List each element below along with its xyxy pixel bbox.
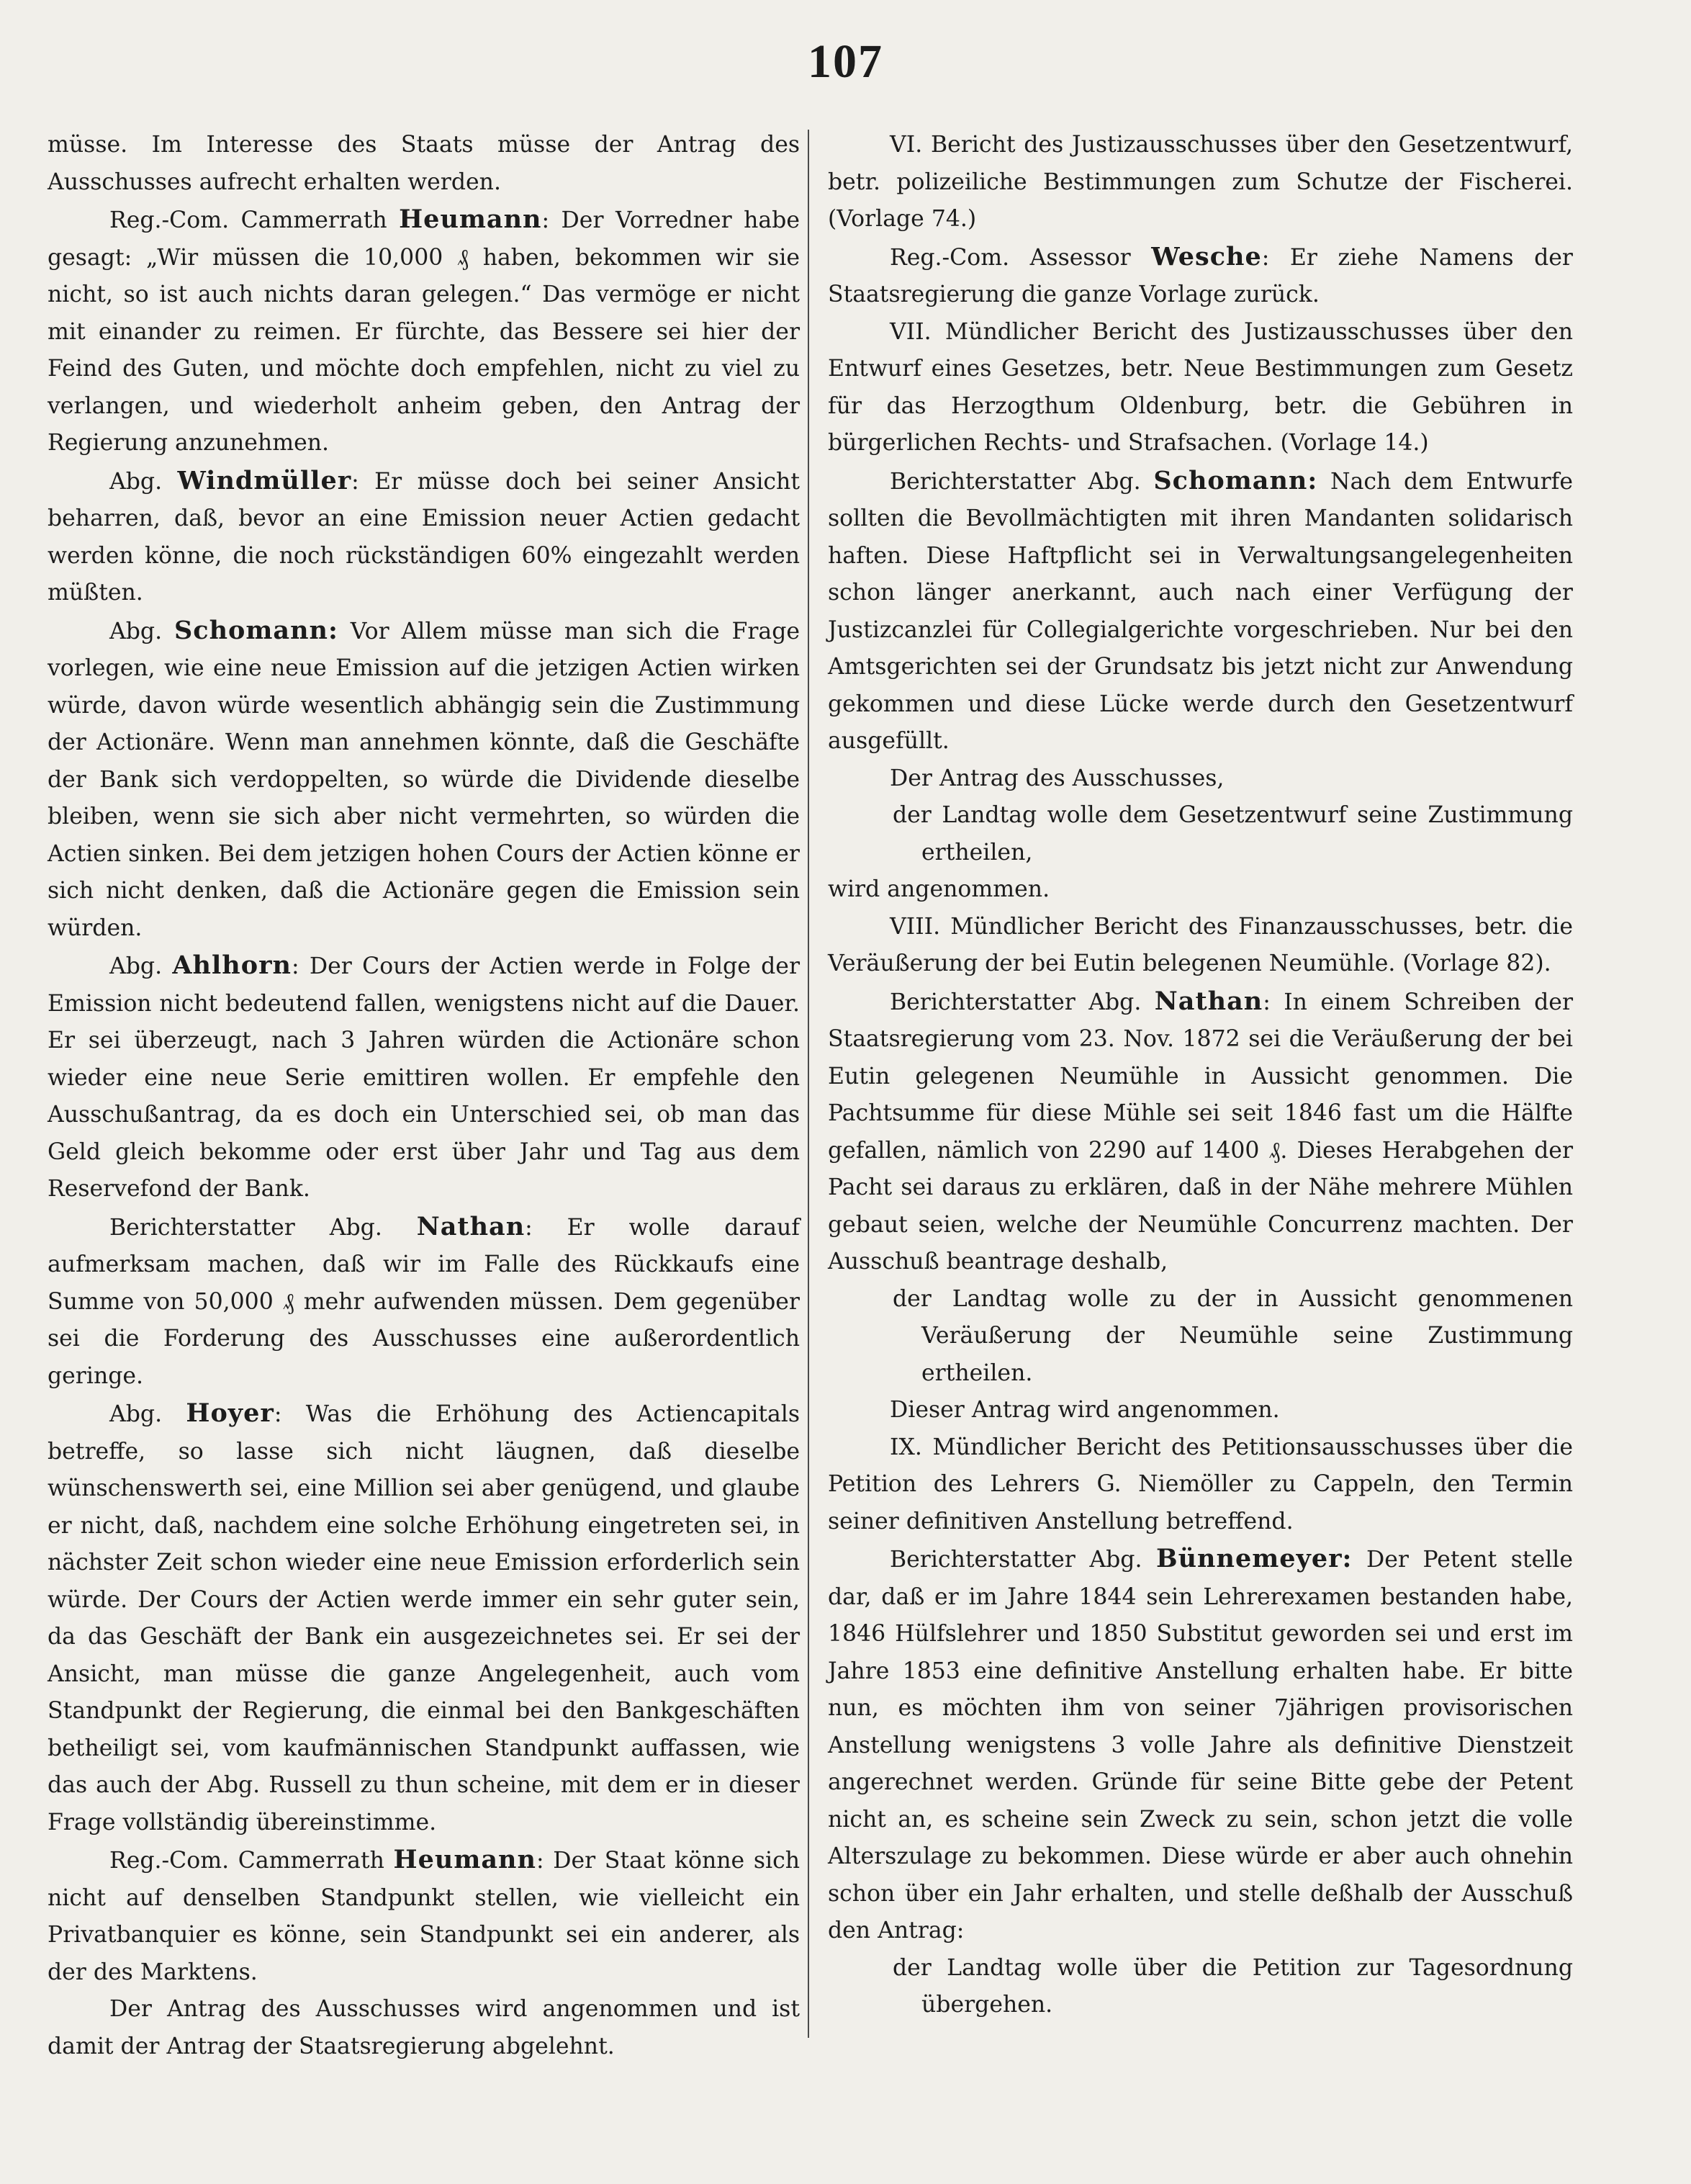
speech-text: Nach dem Entwurfe sollten die Bevollmächtigten mit ihren Mandanten solidarisch haften. Diese Haftpflicht sei in Verwaltungsangelegenheiten schon länger anerkannt, auch nach einer Verfügung der Justizcanzlei für Collegialgerichte vorgeschrieben. Nur bei den Amtsgerichten sei der Grundsatz bis jetzt nicht zur Anwendung gekommen und diese Lücke werde durch den Gesetzentwurf ausgefüllt. <box>828 468 1573 754</box>
speaker-name: Nathan <box>416 1211 526 1241</box>
speech-text: Der Petent stelle dar, daß er im Jahre 1844 sein Lehrerexamen bestanden habe, 1846 Hülfslehrer und 1850 Substitut geworden sei und erst im Jahre 1853 eine definitive Anstellung erhalten habe. Er bitte nun, es möchten ihm von seiner 7jährigen provisorischen Anstellung wenigstens 3 volle Jahre als definitive Dienstzeit angerechnet werden. Gründe für seine Bitte gebe der Petent nicht an, es scheine sein Zweck zu sein, schon jetzt die volle Alterszulage zu bekommen. Diese würde er aber auch ohnehin schon über ein Jahr erhalten, und stelle deßhalb der Ausschuß den Antrag: <box>828 1547 1573 1943</box>
motion-quote: der Landtag wolle dem Gesetzentwurf seine Zustimmung ertheilen, <box>893 802 1573 866</box>
speaker-role: Reg.-Com. Cammerrath <box>109 207 400 233</box>
paragraph: Der Antrag des Ausschusses wird angenommen und ist damit der Antrag der Staatsregierung abgelehnt. <box>48 1996 800 2059</box>
speech-paragraph <box>828 983 1573 1281</box>
speech-paragraph <box>48 612 800 948</box>
speech-paragraph <box>48 462 800 612</box>
paragraph: Der Antrag des Ausschusses, <box>890 765 1225 791</box>
speech-text: : Der Vorredner habe gesagt: „Wir müssen die 10,000 ₰ haben, bekommen wir sie nicht, so ist auch nichts daran gelegen.“ Das vermöge er nicht mit einander zu reimen. Er fürchte, das Bessere sei hier der Feind des Guten, und möchte doch empfehlen, nicht zu viel zu verlangen, und wiederholt anheim geben, den Antrag der Regierung anzunehmen. <box>48 207 800 456</box>
paragraph: VIII. Mündlicher Bericht des Finanzausschusses, betr. die Veräußerung der bei Eutin belegenen Neumühle. (Vorlage 82). <box>828 913 1573 976</box>
left-column <box>48 127 800 2065</box>
speech-paragraph <box>48 947 800 1208</box>
speech-text: : Er müsse doch bei seiner Ansicht beharren, daß, bevor an eine Emission neuer Actien gedacht werden könne, die noch rückständigen 60% eingezahlt werden müßten. <box>48 468 800 606</box>
speaker-role: Reg.-Com. Cammerrath <box>109 1848 394 1874</box>
speech-text: : Er wolle darauf aufmerksam machen, daß wir im Falle des Rückkaufs eine Summe von 50,000 ₰ mehr aufwenden müssen. Dem gegenüber sei die Forderung des Ausschusses eine außerordentlich geringe. <box>48 1214 800 1389</box>
speech-text: : Der Staat könne sich nicht auf denselben Standpunkt stellen, wie vielleicht ein Privatbanquier es könne, sein Standpunkt sei ein anderer, als der des Marktens. <box>48 1848 801 1985</box>
speaker-name: Bünnemeyer: <box>1156 1544 1353 1573</box>
speaker-role: Berichterstatter Abg. <box>890 468 1154 495</box>
speaker-role: Berichterstatter Abg. <box>890 989 1155 1015</box>
speaker-role: Abg. <box>109 618 174 644</box>
speech-text: Vor Allem müsse man sich die Frage vorlegen, wie eine neue Emission auf die jetzigen Actien wirken würde, davon würde wesentlich abhängig sein die Zustimmung der Actionäre. Wenn man annehmen könnte, daß die Geschäfte der Bank sich verdoppelten, so würde die Dividende dieselbe bleiben, wenn sie sich aber nicht vermehrten, so würden die Actien sinken. Bei dem jetzigen hohen Cours der Actien könne er sich nicht denken, daß die Actionäre gegen die Emission sein würden. <box>48 618 800 941</box>
continued-paragraph: wird angenommen. <box>828 876 1050 902</box>
speech-paragraph <box>48 1208 800 1396</box>
motion-quote: der Landtag wolle über die Petition zur Tagesordnung übergehen. <box>893 1954 1573 2018</box>
speaker-name: Schomann: <box>173 615 338 645</box>
speaker-role: Berichterstatter Abg. <box>109 1214 417 1241</box>
speaker-name: Heumann <box>393 1845 536 1874</box>
column-divider <box>808 130 809 2038</box>
speech-text: : In einem Schreiben der Staatsregierung vom 23. Nov. 1872 sei die Veräußerung der bei Eutin gelegenen Neumühle in Aussicht genommen. Die Pachtsumme für diese Mühle sei seit 1846 fast um die Hälfte gefallen, nämlich von 2290 auf 1400 ₰. Dieses Herabgehen der Pacht sei daraus zu erklären, daß in der Nähe mehrere Mühlen gebaut seien, welche der Neumühle Concurrenz machten. Der Ausschuß beantrage deshalb, <box>828 989 1573 1275</box>
speaker-name: Heumann <box>399 205 542 234</box>
speaker-name: Hoyer <box>186 1398 274 1428</box>
speaker-name: Nathan <box>1154 986 1263 1016</box>
paragraph: Dieser Antrag wird angenommen. <box>890 1397 1280 1423</box>
speaker-name: Wesche <box>1151 241 1262 271</box>
speaker-role: Berichterstatter Abg. <box>890 1547 1157 1573</box>
speech-text: : Der Cours der Actien werde in Folge der Emission nicht bedeutend fallen, wenigstens nicht auf die Dauer. Er sei überzeugt, nach 3 Jahren würden die Actionäre schon wieder eine neue Serie emittiren wollen. Er empfehle den Ausschußantrag, da es doch ein Unterschied sei, ob man das Geld gleich bekomme oder erst über Jahr und Tag aus dem Reservefond der Bank. <box>48 953 800 1202</box>
speech-paragraph <box>828 1540 1573 1950</box>
speech-text: : Er ziehe Namens der Staatsregierung die ganze Vorlage zurück. <box>828 244 1573 307</box>
speaker-role: Abg. <box>109 953 173 979</box>
paragraph: IX. Mündlicher Bericht des Petitionsausschusses über die Petition des Lehrers G. Niemöller zu Cappeln, den Termin seiner definitiven Anstellung betreffend. <box>828 1434 1573 1534</box>
speech-paragraph <box>48 201 800 462</box>
speaker-role: Abg. <box>109 1401 186 1427</box>
speaker-name: Ahlhorn <box>172 951 292 980</box>
continued-paragraph: müsse. Im Interesse des Staats müsse der Antrag des Ausschusses aufrecht erhalten werden. <box>48 132 800 195</box>
speech-paragraph <box>48 1841 800 1991</box>
speech-paragraph <box>48 1395 800 1841</box>
speaker-role: Abg. <box>109 468 178 495</box>
speaker-role: Reg.-Com. Assessor <box>890 244 1152 271</box>
speech-paragraph <box>828 462 1573 760</box>
speaker-name: Windmüller <box>177 465 352 495</box>
motion-quote: der Landtag wolle zu der in Aussicht genommenen Veräußerung der Neumühle seine Zustimmung ertheilen. <box>893 1285 1573 1386</box>
speaker-name: Schomann: <box>1153 465 1318 495</box>
page-number: 107 <box>808 35 883 88</box>
paragraph: VI. Bericht des Justizausschusses über den Gesetzentwurf, betr. polizeiliche Bestimmungen zum Schutze der Fischerei. (Vorlage 74.) <box>828 132 1573 232</box>
right-column <box>828 127 1573 2024</box>
paragraph: VII. Mündlicher Bericht des Justizausschusses über den Entwurf eines Gesetzes, betr. Neue Bestimmungen zum Gesetz für das Herzogthum Oldenburg, betr. die Gebühren in bürgerlichen Rechts- und Strafsachen. (Vorlage 14.) <box>828 318 1573 456</box>
speech-paragraph <box>828 238 1573 314</box>
speech-text: : Was die Erhöhung des Actiencapitals betreffe, so lasse sich nicht läugnen, daß dieselbe wünschenswerth sei, eine Million sei aber genügend, und glaube er nicht, daß, nachdem eine solche Erhöhung eingetreten sei, in nächster Zeit schon wieder eine neue Emission erforderlich sein würde. Der Cours der Actien werde immer ein sehr guter sein, da das Geschäft der Bank ein ausgezeichnetes sei. Er sei der Ansicht, man müsse die ganze Angelegenheit, auch vom Standpunkt der Regierung, die einmal bei den Bankgeschäften betheiligt sei, vom kaufmännischen Standpunkt auffassen, wie das auch der Abg. Russell zu thun scheine, mit dem er in dieser Frage vollständig übereinstimme. <box>48 1401 800 1835</box>
